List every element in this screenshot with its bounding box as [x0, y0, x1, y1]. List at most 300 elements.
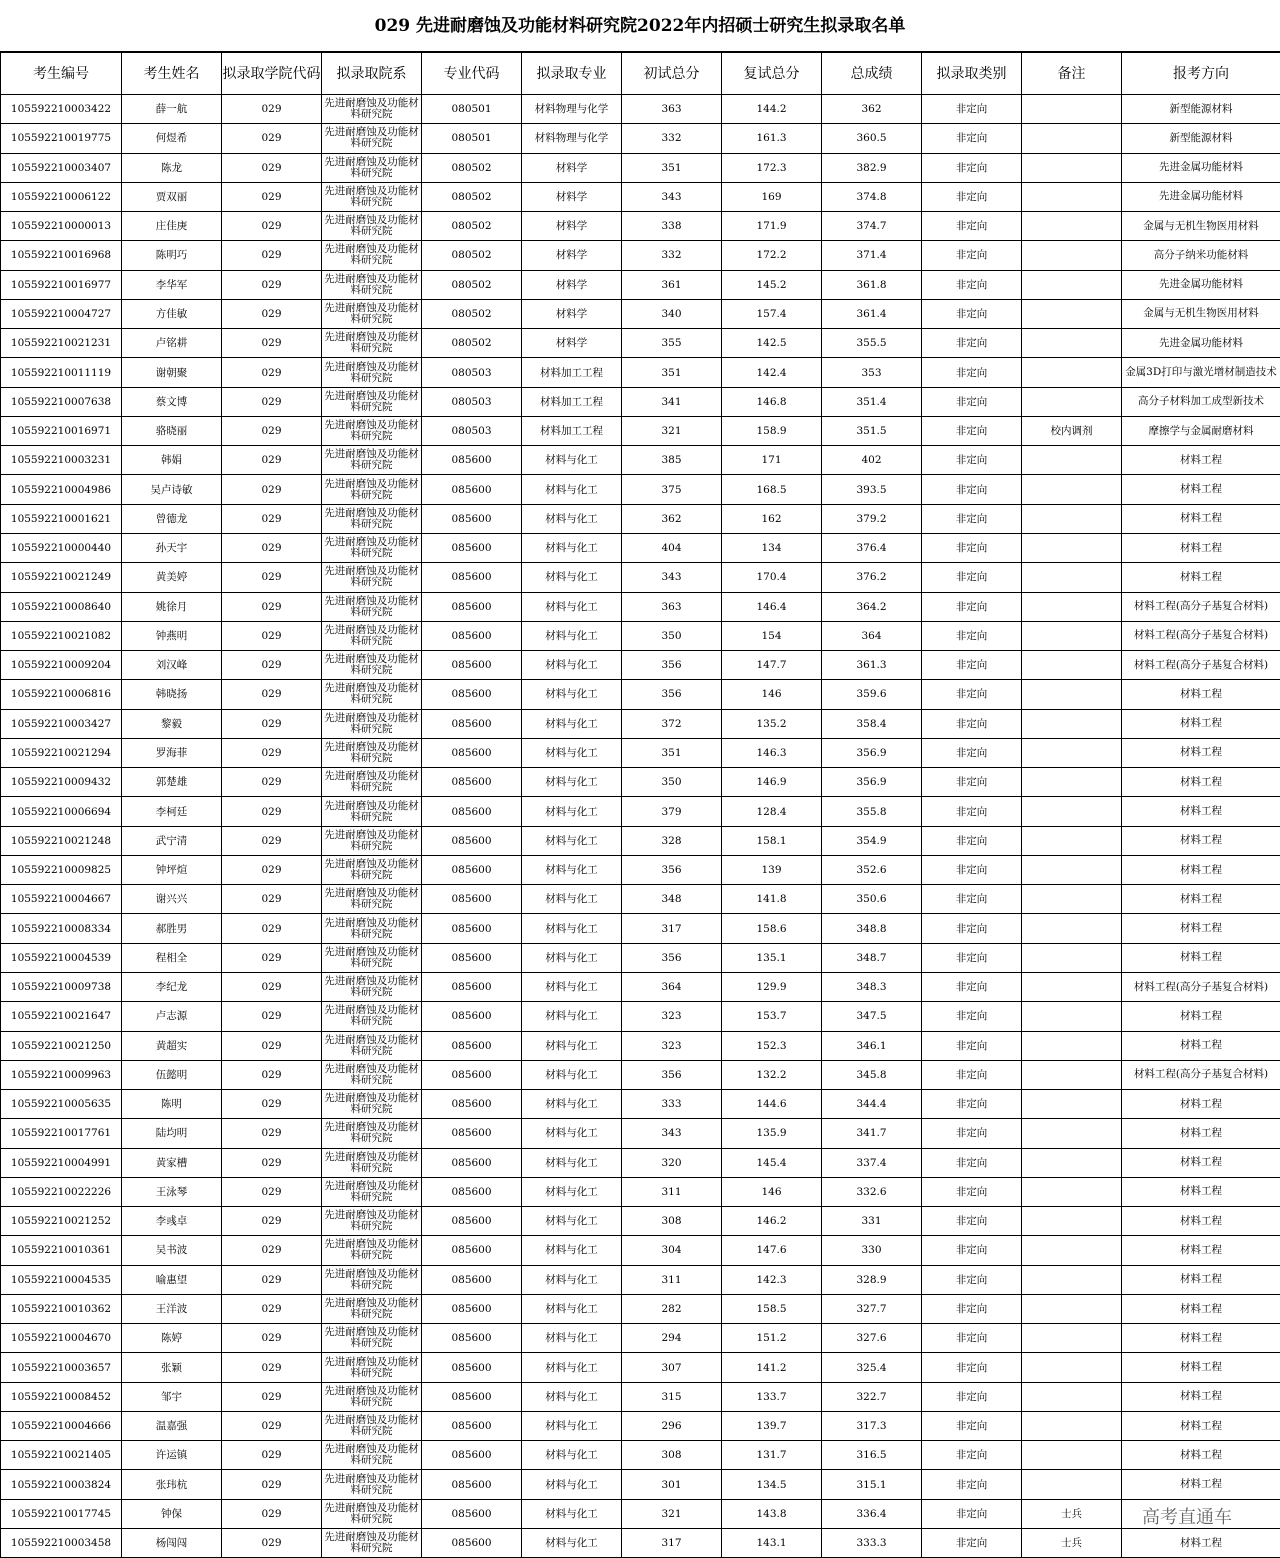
cell-retest-score: 154 — [722, 621, 822, 650]
cell-school-code: 029 — [222, 621, 322, 650]
cell-direction: 材料工程 — [1122, 1002, 1280, 1031]
cell-category: 非定向 — [922, 797, 1022, 826]
cell-school-code: 029 — [222, 446, 322, 475]
cell-school-code: 029 — [222, 651, 322, 680]
col-header: 拟录取学院代码 — [222, 53, 322, 95]
cell-total-score: 333.3 — [822, 1529, 922, 1558]
cell-name: 黄超实 — [122, 1031, 222, 1060]
cell-name: 孙天宇 — [122, 533, 222, 562]
table-row — [1, 270, 1280, 299]
cell-direction: 材料工程 — [1122, 1294, 1280, 1323]
cell-name: 程相全 — [122, 943, 222, 972]
table-row — [1, 1470, 1280, 1499]
cell-department: 先进耐磨蚀及功能材料研究院 — [322, 738, 422, 767]
cell-retest-score: 142.3 — [722, 1265, 822, 1294]
cell-candidate-id: 105592210008334 — [1, 914, 122, 943]
table-row — [1, 475, 1280, 504]
cell-direction: 材料工程 — [1122, 1119, 1280, 1148]
cell-candidate-id: 105592210009963 — [1, 1060, 122, 1089]
cell-initial-score: 372 — [622, 709, 722, 738]
cell-department: 先进耐磨蚀及功能材料研究院 — [322, 621, 422, 650]
cell-school-code: 029 — [222, 1060, 322, 1089]
cell-department: 先进耐磨蚀及功能材料研究院 — [322, 709, 422, 738]
cell-retest-score: 135.1 — [722, 943, 822, 972]
cell-retest-score: 141.8 — [722, 885, 822, 914]
table-row — [1, 1324, 1280, 1353]
cell-total-score: 325.4 — [822, 1353, 922, 1382]
cell-name: 王泳琴 — [122, 1177, 222, 1206]
table-row — [1, 1207, 1280, 1236]
cell-direction: 材料工程 — [1122, 533, 1280, 562]
cell-major: 材料物理与化学 — [522, 124, 622, 153]
cell-direction: 金属3D打印与激光增材制造技术 — [1122, 358, 1280, 387]
table-row — [1, 621, 1280, 650]
cell-initial-score: 351 — [622, 153, 722, 182]
cell-major: 材料与化工 — [522, 1207, 622, 1236]
cell-retest-score: 146.9 — [722, 768, 822, 797]
cell-total-score: 361.3 — [822, 651, 922, 680]
cell-retest-score: 169 — [722, 182, 822, 211]
cell-department: 先进耐磨蚀及功能材料研究院 — [322, 241, 422, 270]
cell-retest-score: 168.5 — [722, 475, 822, 504]
cell-major: 材料学 — [522, 182, 622, 211]
cell-direction: 材料工程(高分子基复合材料) — [1122, 592, 1280, 621]
cell-remark — [1022, 914, 1122, 943]
cell-major-code: 080502 — [422, 270, 522, 299]
cell-department: 先进耐磨蚀及功能材料研究院 — [322, 504, 422, 533]
cell-major: 材料与化工 — [522, 533, 622, 562]
table-row — [1, 182, 1280, 211]
cell-remark — [1022, 1294, 1122, 1323]
cell-department: 先进耐磨蚀及功能材料研究院 — [322, 533, 422, 562]
cell-department: 先进耐磨蚀及功能材料研究院 — [322, 212, 422, 241]
cell-category: 非定向 — [922, 1499, 1022, 1528]
cell-direction: 新型能源材料 — [1122, 95, 1280, 124]
cell-category: 非定向 — [922, 1207, 1022, 1236]
cell-department: 先进耐磨蚀及功能材料研究院 — [322, 1382, 422, 1411]
cell-category: 非定向 — [922, 299, 1022, 328]
cell-major: 材料与化工 — [522, 621, 622, 650]
cell-name: 姚徐月 — [122, 592, 222, 621]
cell-name: 郝胜男 — [122, 914, 222, 943]
cell-major-code: 080503 — [422, 358, 522, 387]
cell-candidate-id: 105592210006816 — [1, 680, 122, 709]
cell-retest-score: 146.8 — [722, 387, 822, 416]
cell-initial-score: 356 — [622, 855, 722, 884]
cell-candidate-id: 105592210016977 — [1, 270, 122, 299]
cell-school-code: 029 — [222, 241, 322, 270]
col-header: 专业代码 — [422, 53, 522, 95]
cell-school-code: 029 — [222, 475, 322, 504]
cell-retest-score: 171.9 — [722, 212, 822, 241]
table-row — [1, 1441, 1280, 1470]
cell-total-score: 344.4 — [822, 1090, 922, 1119]
cell-total-score: 355.8 — [822, 797, 922, 826]
cell-initial-score: 308 — [622, 1441, 722, 1470]
cell-category: 非定向 — [922, 1353, 1022, 1382]
cell-candidate-id: 105592210005635 — [1, 1090, 122, 1119]
cell-major-code: 080502 — [422, 329, 522, 358]
cell-category: 非定向 — [922, 885, 1022, 914]
table-row — [1, 212, 1280, 241]
cell-total-score: 336.4 — [822, 1499, 922, 1528]
cell-category: 非定向 — [922, 1148, 1022, 1177]
cell-name: 陈明巧 — [122, 241, 222, 270]
cell-total-score: 402 — [822, 446, 922, 475]
table-row — [1, 1265, 1280, 1294]
cell-school-code: 029 — [222, 592, 322, 621]
cell-candidate-id: 105592210003824 — [1, 1470, 122, 1499]
cell-initial-score: 385 — [622, 446, 722, 475]
cell-category: 非定向 — [922, 855, 1022, 884]
cell-candidate-id: 105592210000013 — [1, 212, 122, 241]
cell-retest-score: 133.7 — [722, 1382, 822, 1411]
cell-category: 非定向 — [922, 416, 1022, 445]
cell-direction: 先进金属功能材料 — [1122, 270, 1280, 299]
cell-major-code: 085600 — [422, 563, 522, 592]
cell-major-code: 085600 — [422, 709, 522, 738]
cell-total-score: 316.5 — [822, 1441, 922, 1470]
cell-candidate-id: 105592210021647 — [1, 1002, 122, 1031]
table-row — [1, 241, 1280, 270]
cell-major: 材料与化工 — [522, 855, 622, 884]
cell-major-code: 085600 — [422, 1411, 522, 1440]
cell-remark — [1022, 621, 1122, 650]
cell-major: 材料与化工 — [522, 651, 622, 680]
table-row — [1, 1060, 1280, 1089]
cell-major-code: 085600 — [422, 826, 522, 855]
table-row — [1, 1294, 1280, 1323]
cell-major: 材料与化工 — [522, 1031, 622, 1060]
cell-school-code: 029 — [222, 1090, 322, 1119]
cell-department: 先进耐磨蚀及功能材料研究院 — [322, 1470, 422, 1499]
cell-remark — [1022, 329, 1122, 358]
cell-major-code: 085600 — [422, 1148, 522, 1177]
cell-major: 材料与化工 — [522, 475, 622, 504]
cell-name: 庄佳庚 — [122, 212, 222, 241]
cell-category: 非定向 — [922, 1529, 1022, 1558]
cell-initial-score: 363 — [622, 592, 722, 621]
cell-remark — [1022, 182, 1122, 211]
cell-remark — [1022, 826, 1122, 855]
cell-remark — [1022, 241, 1122, 270]
cell-retest-score: 158.6 — [722, 914, 822, 943]
cell-initial-score: 343 — [622, 563, 722, 592]
cell-retest-score: 135.9 — [722, 1119, 822, 1148]
cell-school-code: 029 — [222, 387, 322, 416]
table-row — [1, 416, 1280, 445]
cell-name: 钟保 — [122, 1499, 222, 1528]
cell-school-code: 029 — [222, 826, 322, 855]
cell-school-code: 029 — [222, 153, 322, 182]
cell-direction: 材料工程 — [1122, 914, 1280, 943]
cell-initial-score: 379 — [622, 797, 722, 826]
cell-total-score: 356.9 — [822, 768, 922, 797]
cell-total-score: 362 — [822, 95, 922, 124]
cell-name: 罗海菲 — [122, 738, 222, 767]
cell-major: 材料与化工 — [522, 1499, 622, 1528]
cell-direction: 高分子纳米功能材料 — [1122, 241, 1280, 270]
cell-major: 材料与化工 — [522, 885, 622, 914]
cell-department: 先进耐磨蚀及功能材料研究院 — [322, 1441, 422, 1470]
cell-initial-score: 340 — [622, 299, 722, 328]
cell-initial-score: 356 — [622, 651, 722, 680]
cell-name: 贾双丽 — [122, 182, 222, 211]
cell-retest-score: 134.5 — [722, 1470, 822, 1499]
cell-total-score: 348.8 — [822, 914, 922, 943]
cell-retest-score: 147.6 — [722, 1236, 822, 1265]
cell-school-code: 029 — [222, 299, 322, 328]
cell-retest-score: 142.5 — [722, 329, 822, 358]
cell-school-code: 029 — [222, 504, 322, 533]
cell-department: 先进耐磨蚀及功能材料研究院 — [322, 416, 422, 445]
cell-total-score: 317.3 — [822, 1411, 922, 1440]
cell-candidate-id: 105592210021249 — [1, 563, 122, 592]
cell-major-code: 080502 — [422, 153, 522, 182]
cell-candidate-id: 105592210006122 — [1, 182, 122, 211]
cell-remark — [1022, 1265, 1122, 1294]
cell-total-score: 374.7 — [822, 212, 922, 241]
col-header: 报考方向 — [1122, 53, 1280, 95]
cell-school-code: 029 — [222, 533, 322, 562]
cell-retest-score: 146.4 — [722, 592, 822, 621]
col-header: 拟录取类别 — [922, 53, 1022, 95]
cell-initial-score: 363 — [622, 95, 722, 124]
cell-school-code: 029 — [222, 95, 322, 124]
table-body — [1, 95, 1280, 1558]
table-row — [1, 95, 1280, 124]
cell-name: 陈明 — [122, 1090, 222, 1119]
cell-name: 骆晓丽 — [122, 416, 222, 445]
cell-remark — [1022, 797, 1122, 826]
cell-department: 先进耐磨蚀及功能材料研究院 — [322, 680, 422, 709]
cell-retest-score: 139 — [722, 855, 822, 884]
cell-name: 何煜希 — [122, 124, 222, 153]
cell-school-code: 029 — [222, 1353, 322, 1382]
cell-candidate-id: 105592210009738 — [1, 972, 122, 1001]
cell-remark — [1022, 1177, 1122, 1206]
cell-major-code: 085600 — [422, 1470, 522, 1499]
cell-major-code: 085600 — [422, 621, 522, 650]
cell-major-code: 085600 — [422, 1529, 522, 1558]
cell-major: 材料物理与化学 — [522, 95, 622, 124]
cell-retest-score: 132.2 — [722, 1060, 822, 1089]
cell-category: 非定向 — [922, 826, 1022, 855]
cell-category: 非定向 — [922, 738, 1022, 767]
cell-school-code: 029 — [222, 270, 322, 299]
cell-name: 薛一航 — [122, 95, 222, 124]
cell-department: 先进耐磨蚀及功能材料研究院 — [322, 768, 422, 797]
table-row — [1, 709, 1280, 738]
cell-total-score: 360.5 — [822, 124, 922, 153]
cell-school-code: 029 — [222, 1324, 322, 1353]
cell-major: 材料与化工 — [522, 1148, 622, 1177]
cell-retest-score: 162 — [722, 504, 822, 533]
cell-total-score: 364 — [822, 621, 922, 650]
cell-remark — [1022, 504, 1122, 533]
cell-school-code: 029 — [222, 680, 322, 709]
cell-department: 先进耐磨蚀及功能材料研究院 — [322, 446, 422, 475]
cell-major: 材料与化工 — [522, 914, 622, 943]
cell-initial-score: 317 — [622, 914, 722, 943]
cell-initial-score: 341 — [622, 387, 722, 416]
cell-total-score: 327.6 — [822, 1324, 922, 1353]
cell-major-code: 085600 — [422, 446, 522, 475]
cell-remark — [1022, 943, 1122, 972]
cell-department: 先进耐磨蚀及功能材料研究院 — [322, 797, 422, 826]
cell-remark — [1022, 1324, 1122, 1353]
cell-direction: 材料工程 — [1122, 1148, 1280, 1177]
cell-remark — [1022, 885, 1122, 914]
cell-category: 非定向 — [922, 1236, 1022, 1265]
cell-major-code: 085600 — [422, 1119, 522, 1148]
cell-direction: 材料工程 — [1122, 1177, 1280, 1206]
cell-candidate-id: 105592210009204 — [1, 651, 122, 680]
cell-category: 非定向 — [922, 504, 1022, 533]
table-row — [1, 387, 1280, 416]
cell-category: 非定向 — [922, 592, 1022, 621]
cell-department: 先进耐磨蚀及功能材料研究院 — [322, 1119, 422, 1148]
cell-school-code: 029 — [222, 1294, 322, 1323]
cell-major-code: 085600 — [422, 651, 522, 680]
cell-major: 材料与化工 — [522, 1177, 622, 1206]
page-title: 029 先进耐磨蚀及功能材料研究院2022年内招硕士研究生拟录取名单 — [0, 0, 1280, 52]
cell-candidate-id: 105592210003657 — [1, 1353, 122, 1382]
cell-candidate-id: 105592210010361 — [1, 1236, 122, 1265]
cell-total-score: 345.8 — [822, 1060, 922, 1089]
table-row — [1, 1031, 1280, 1060]
cell-remark — [1022, 1207, 1122, 1236]
cell-major-code: 085600 — [422, 680, 522, 709]
cell-initial-score: 364 — [622, 972, 722, 1001]
cell-direction: 材料工程 — [1122, 1382, 1280, 1411]
cell-major: 材料与化工 — [522, 1324, 622, 1353]
cell-category: 非定向 — [922, 182, 1022, 211]
cell-direction: 材料工程 — [1122, 504, 1280, 533]
cell-direction: 材料工程 — [1122, 1236, 1280, 1265]
cell-category: 非定向 — [922, 709, 1022, 738]
cell-total-score: 341.7 — [822, 1119, 922, 1148]
cell-department: 先进耐磨蚀及功能材料研究院 — [322, 563, 422, 592]
cell-school-code: 029 — [222, 1119, 322, 1148]
cell-major: 材料与化工 — [522, 972, 622, 1001]
cell-major-code: 085600 — [422, 914, 522, 943]
cell-candidate-id: 105592210004727 — [1, 299, 122, 328]
cell-department: 先进耐磨蚀及功能材料研究院 — [322, 1090, 422, 1119]
cell-candidate-id: 105592210004991 — [1, 1148, 122, 1177]
cell-major: 材料与化工 — [522, 592, 622, 621]
cell-name: 钟燕明 — [122, 621, 222, 650]
cell-category: 非定向 — [922, 1119, 1022, 1148]
cell-major-code: 080502 — [422, 241, 522, 270]
cell-department: 先进耐磨蚀及功能材料研究院 — [322, 270, 422, 299]
cell-initial-score: 311 — [622, 1177, 722, 1206]
cell-initial-score: 282 — [622, 1294, 722, 1323]
cell-candidate-id: 105592210004539 — [1, 943, 122, 972]
cell-school-code: 029 — [222, 943, 322, 972]
cell-category: 非定向 — [922, 1265, 1022, 1294]
cell-direction: 材料工程 — [1122, 1207, 1280, 1236]
cell-remark — [1022, 1148, 1122, 1177]
cell-initial-score: 311 — [622, 1265, 722, 1294]
cell-category: 非定向 — [922, 680, 1022, 709]
cell-major: 材料与化工 — [522, 1353, 622, 1382]
cell-major-code: 080501 — [422, 124, 522, 153]
cell-school-code: 029 — [222, 416, 322, 445]
cell-total-score: 358.4 — [822, 709, 922, 738]
cell-major-code: 080503 — [422, 416, 522, 445]
cell-direction: 材料工程 — [1122, 475, 1280, 504]
cell-category: 非定向 — [922, 621, 1022, 650]
cell-candidate-id: 105592210003422 — [1, 95, 122, 124]
cell-total-score: 328.9 — [822, 1265, 922, 1294]
cell-department: 先进耐磨蚀及功能材料研究院 — [322, 153, 422, 182]
cell-school-code: 029 — [222, 1177, 322, 1206]
cell-remark — [1022, 592, 1122, 621]
cell-direction: 材料工程 — [1122, 738, 1280, 767]
table-row — [1, 329, 1280, 358]
cell-name: 陆均明 — [122, 1119, 222, 1148]
cell-department: 先进耐磨蚀及功能材料研究院 — [322, 475, 422, 504]
cell-department: 先进耐磨蚀及功能材料研究院 — [322, 885, 422, 914]
cell-initial-score: 362 — [622, 504, 722, 533]
cell-major: 材料与化工 — [522, 504, 622, 533]
cell-direction: 摩擦学与金属耐磨材料 — [1122, 416, 1280, 445]
cell-name: 许运镇 — [122, 1441, 222, 1470]
cell-major-code: 085600 — [422, 533, 522, 562]
cell-direction: 先进金属功能材料 — [1122, 153, 1280, 182]
cell-remark — [1022, 1353, 1122, 1382]
cell-major: 材料学 — [522, 153, 622, 182]
cell-school-code: 029 — [222, 709, 322, 738]
cell-category: 非定向 — [922, 387, 1022, 416]
cell-category: 非定向 — [922, 241, 1022, 270]
cell-direction: 材料工程 — [1122, 563, 1280, 592]
table-row — [1, 1382, 1280, 1411]
cell-retest-score: 128.4 — [722, 797, 822, 826]
cell-category: 非定向 — [922, 1090, 1022, 1119]
cell-school-code: 029 — [222, 1207, 322, 1236]
cell-department: 先进耐磨蚀及功能材料研究院 — [322, 826, 422, 855]
cell-major: 材料学 — [522, 299, 622, 328]
cell-total-score: 393.5 — [822, 475, 922, 504]
cell-department: 先进耐磨蚀及功能材料研究院 — [322, 1002, 422, 1031]
cell-name: 张颖 — [122, 1353, 222, 1382]
cell-retest-score: 145.4 — [722, 1148, 822, 1177]
cell-remark — [1022, 709, 1122, 738]
cell-initial-score: 328 — [622, 826, 722, 855]
cell-retest-score: 152.3 — [722, 1031, 822, 1060]
cell-school-code: 029 — [222, 1529, 322, 1558]
table-row — [1, 1353, 1280, 1382]
cell-major-code: 085600 — [422, 1031, 522, 1060]
cell-candidate-id: 105592210021294 — [1, 738, 122, 767]
cell-school-code: 029 — [222, 1441, 322, 1470]
cell-direction: 金属与无机生物医用材料 — [1122, 299, 1280, 328]
table-row — [1, 446, 1280, 475]
cell-school-code: 029 — [222, 182, 322, 211]
cell-category: 非定向 — [922, 446, 1022, 475]
cell-remark — [1022, 1411, 1122, 1440]
cell-department: 先进耐磨蚀及功能材料研究院 — [322, 1353, 422, 1382]
cell-major-code: 080502 — [422, 182, 522, 211]
cell-initial-score: 323 — [622, 1031, 722, 1060]
cell-direction: 材料工程 — [1122, 709, 1280, 738]
cell-candidate-id: 105592210004986 — [1, 475, 122, 504]
cell-category: 非定向 — [922, 768, 1022, 797]
cell-major: 材料与化工 — [522, 563, 622, 592]
cell-retest-score: 161.3 — [722, 124, 822, 153]
